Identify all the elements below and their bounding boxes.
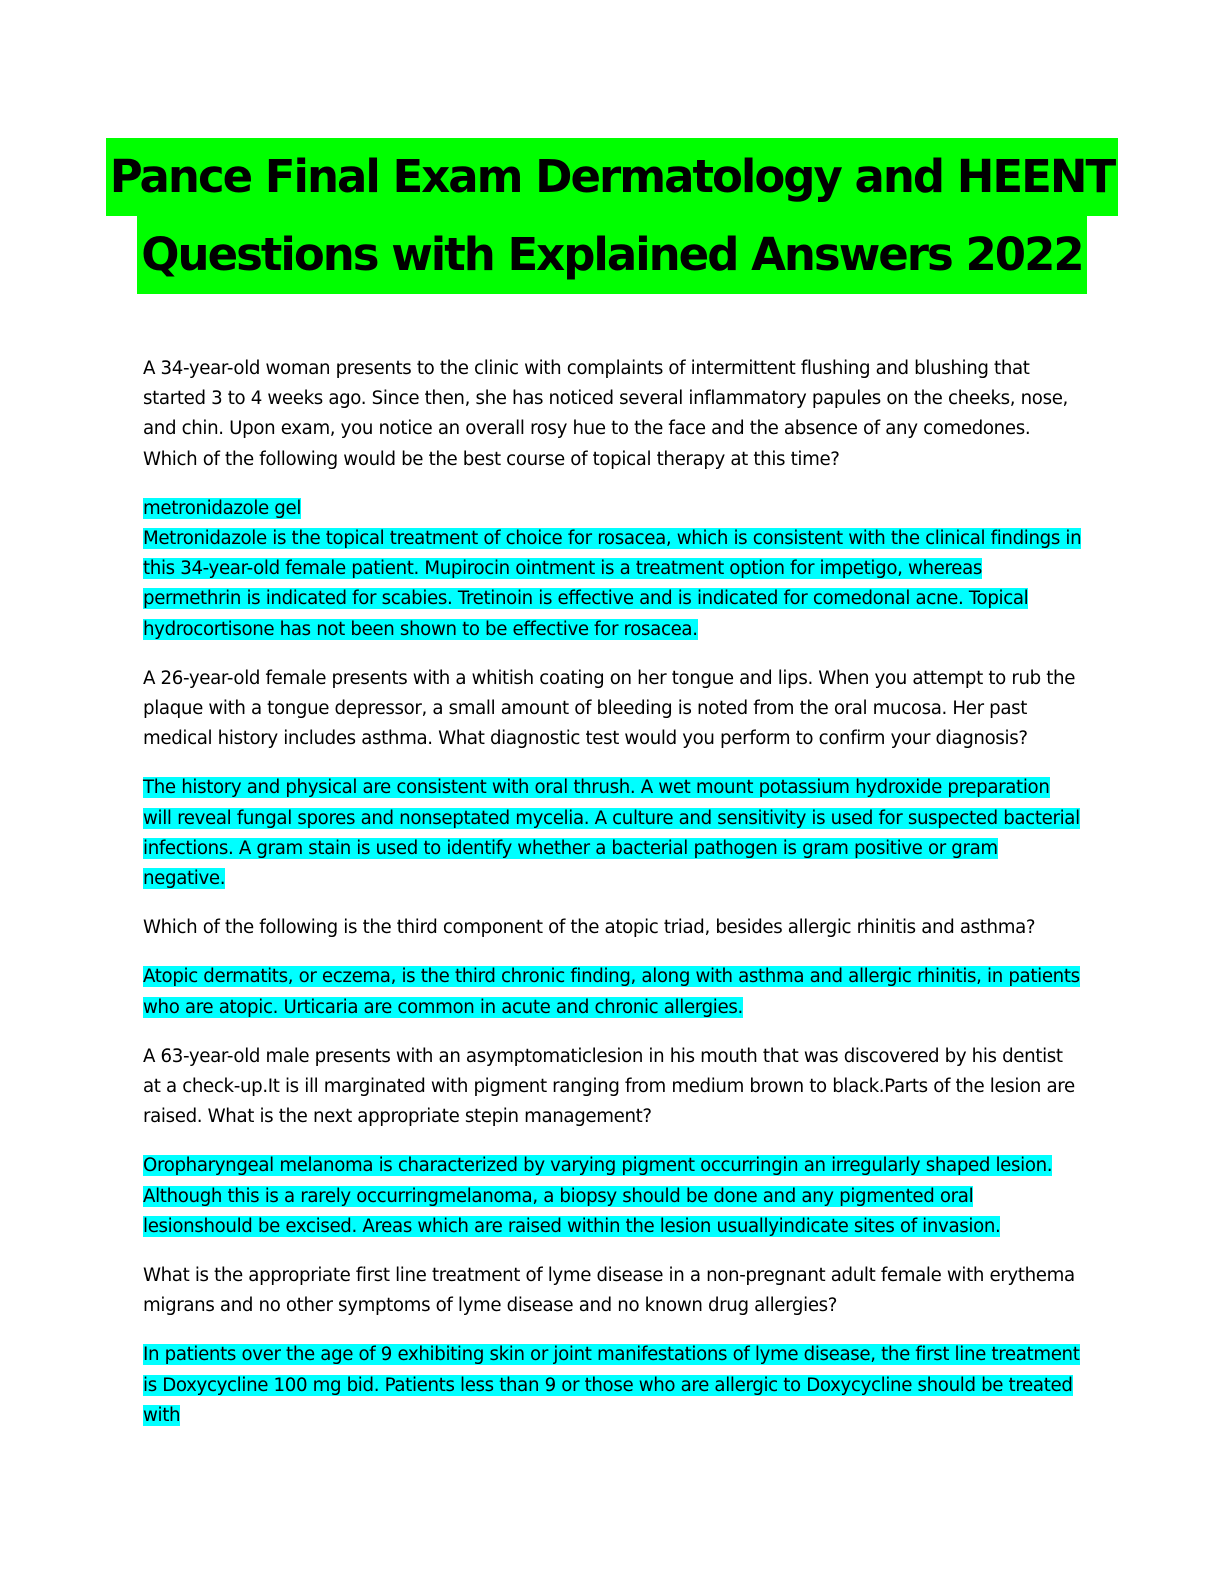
question-paragraph — [143, 1042, 1083, 1133]
question-text: A 34-year-old woman presents to the clinic with complaints of intermittent flushing and blushing that started 3 to 4 weeks ago. Since then, she has noticed several inflammatory papules on the cheeks, nose, and chin. Upon exam, you notice an overall rosy hue to the face and the absence of any comedones. Which of the following would be the best course of topical therapy at this time? — [143, 358, 1068, 470]
answer-paragraph — [143, 773, 1083, 894]
question-paragraph — [143, 664, 1083, 755]
answer-paragraph — [143, 494, 1083, 645]
question-paragraph — [143, 1261, 1083, 1321]
answer-paragraph — [143, 1340, 1083, 1431]
title-line-2: Questions with Explained Answers 2022 — [137, 216, 1086, 294]
question-text: What is the appropriate first line treatment of lyme disease in a non-pregnant adult female with erythema migrans and no other symptoms of lyme disease and no known drug allergies? — [143, 1265, 1075, 1317]
document-title — [0, 138, 1224, 294]
answer-paragraph — [143, 962, 1083, 1022]
answer-explanation: The history and physical are consistent with oral thrush. A wet mount potassium hydroxide preparation will reveal fungal spores and nonseptated mycelia. A culture and sensitivity is used for suspected bacterial infections. A gram stain is used to identify whether a bacterial pathogen is gram positive or gram negative. — [143, 777, 1080, 890]
question-paragraph — [143, 913, 1083, 943]
title-line-1: Pance Final Exam Dermatology and HEENT — [106, 138, 1118, 216]
answer-choice: metronidazole gel — [143, 497, 302, 519]
answer-explanation: Metronidazole is the topical treatment of choice for rosacea, which is consistent with the clinical findings in this 34-year-old female patient. Mupirocin ointment is a treatment option for impetigo, whereas permethrin is indicated for scabies. Tretinoin is effective and is indicated for comedonal acne. Topical hydrocortisone has not been shown to be effective for rosacea. — [143, 528, 1082, 640]
answer-explanation: Atopic dermatits, or eczema, is the third chronic finding, along with asthma and allergic rhinitis, in patients who are atopic. Urticaria are common in acute and chronic allergies. — [143, 966, 1080, 1018]
question-text: Which of the following is the third component of the atopic triad, besides allergic rhinitis and asthma? — [143, 917, 1036, 939]
answer-paragraph — [143, 1151, 1083, 1242]
answer-explanation: Oropharyngeal melanoma is characterized by varying pigment occurringin an irregularly shaped lesion. Although this is a rarely occurringmelanoma, a biopsy should be done and any pigmented oral lesionshould be excised. Areas which are raised within the lesion usuallyindicate sites of invasion. — [143, 1155, 1053, 1237]
document-body — [143, 354, 1083, 1450]
question-text: A 26-year-old female presents with a whitish coating on her tongue and lips. When you attempt to rub the plaque with a tongue depressor, a small amount of bleeding is noted from the oral mucosa. Her past medical history includes asthma. What diagnostic test would you perform to confirm your diagnosis? — [143, 667, 1076, 750]
question-paragraph — [143, 354, 1083, 475]
answer-explanation: In patients over the age of 9 exhibiting skin or joint manifestations of lyme disease, the first line treatment is Doxycycline 100 mg bid. Patients less than 9 or those who are allergic to Doxycycline should be treated with — [143, 1344, 1080, 1426]
question-text: A 63-year-old male presents with an asymptomaticlesion in his mouth that was discovered by his dentist at a check-up.It is ill marginated with pigment ranging from medium brown to black.Parts of the lesion are raised. What is the next appropriate stepin management? — [143, 1045, 1075, 1128]
